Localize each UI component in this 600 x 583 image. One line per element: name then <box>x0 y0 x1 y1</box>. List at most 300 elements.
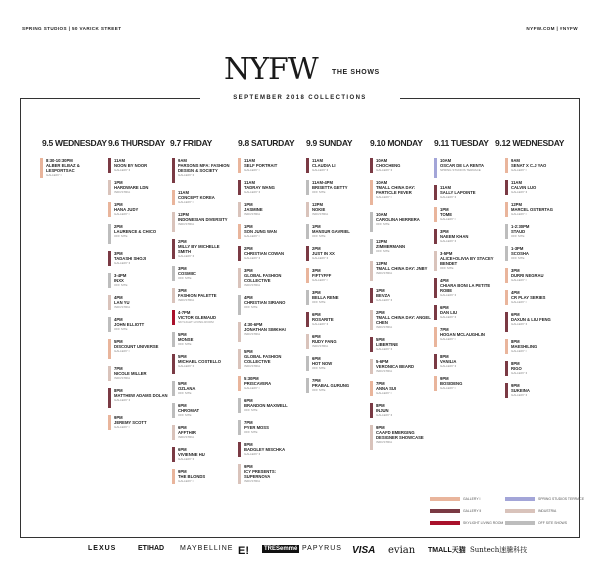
venue-color-bar <box>505 180 508 195</box>
event-time: 4PM <box>511 290 520 295</box>
venue-color-bar <box>505 361 508 376</box>
event-designer: CHIARA BONI LA PETITE ROBE <box>440 283 491 293</box>
event-venue: GALLERY II <box>511 190 528 194</box>
event-time: 1PM <box>376 288 385 293</box>
event-entry <box>108 180 170 196</box>
legend-swatch <box>505 497 535 501</box>
event-time: 12PM <box>312 202 323 207</box>
event-text <box>178 190 233 204</box>
event-text <box>440 327 495 341</box>
event-entry <box>306 180 368 196</box>
event-designer: DAN LIU <box>440 310 457 315</box>
event-entry <box>434 207 496 223</box>
event-text <box>440 158 495 172</box>
venue-color-bar <box>370 337 373 352</box>
legend-swatch <box>430 497 460 501</box>
event-entry <box>306 246 368 262</box>
event-designer: BELLA RENE <box>312 295 339 300</box>
event-designer: JEREMY SCOTT <box>114 420 147 425</box>
event-designer: PRABAL GURUNG <box>312 383 350 388</box>
event-text <box>312 180 367 194</box>
event-entry <box>172 447 234 463</box>
venue-color-bar <box>505 312 508 332</box>
event-venue: INDUSTRIA <box>114 305 131 309</box>
event-designer: CHRISTIAN COWAN <box>244 251 285 256</box>
event-entry <box>434 251 496 272</box>
venue-color-bar <box>238 420 241 435</box>
event-venue: GALLERY I <box>376 195 392 199</box>
event-entry <box>238 268 300 289</box>
event-designer: JUST IN XX <box>312 251 335 256</box>
event-entry <box>238 442 300 458</box>
event-text <box>376 381 431 395</box>
venue-color-bar <box>172 381 175 396</box>
event-designer: TMALL CHINA DAY: PARTICLE FEVER <box>376 185 416 195</box>
event-text <box>511 268 566 282</box>
event-venue: GALLERY I <box>312 278 328 282</box>
event-entry <box>172 469 234 485</box>
event-text <box>114 339 169 353</box>
venue-color-bar <box>434 305 437 320</box>
event-text <box>440 354 495 368</box>
venue-color-bar <box>306 246 309 261</box>
day-header: 9.6 THURSDAY <box>108 138 166 148</box>
event-text <box>114 273 169 287</box>
event-entry <box>370 403 432 419</box>
venue-color-bar <box>306 312 309 327</box>
event-time: 9PM <box>376 425 385 430</box>
event-text <box>244 295 299 309</box>
event-text <box>178 288 233 302</box>
event-text <box>244 268 299 287</box>
event-designer: MONSE <box>178 337 194 342</box>
event-time: 4PM <box>244 295 253 300</box>
event-entry <box>306 290 368 306</box>
sponsor-logo: TMALL天猫 <box>428 547 466 554</box>
event-venue: OFF SITE <box>244 408 258 412</box>
venue-color-bar <box>238 442 241 457</box>
frame-right-line <box>579 98 580 538</box>
event-venue: OFF SITE <box>178 391 192 395</box>
event-text <box>312 356 367 370</box>
event-text <box>178 310 233 324</box>
event-venue: OFF SITE <box>178 413 192 417</box>
event-entry <box>108 273 170 289</box>
sponsor-logo: VISA <box>352 545 376 556</box>
event-venue: INDUSTRIA <box>244 479 261 483</box>
event-designer: AFFTHIR <box>178 430 196 435</box>
venue-color-bar <box>370 261 373 281</box>
event-time: 7PM <box>244 420 253 425</box>
sponsor-logo: E! <box>238 545 249 557</box>
event-time: 8PM <box>440 354 449 359</box>
event-designer: CAAFD EMERGING DESIGNER SHOWCASE <box>376 430 424 440</box>
event-entry <box>434 305 496 321</box>
event-text <box>376 180 431 199</box>
event-time: 4:30-6PM <box>244 322 263 327</box>
event-venue: GALLERY I <box>440 386 456 390</box>
event-text <box>511 158 566 172</box>
event-time: 12PM <box>511 202 522 207</box>
venue-color-bar <box>238 376 241 391</box>
event-designer: NOON BY NOOR <box>114 163 148 168</box>
event-venue: GALLERY II <box>244 452 261 456</box>
event-text <box>376 310 431 329</box>
frame-bottom-line <box>20 537 580 538</box>
event-time: 5:30PM <box>244 376 259 381</box>
event-designer: DAXUN & LIU FENG <box>511 317 551 322</box>
event-text <box>376 158 431 172</box>
event-venue: GALLERY I <box>440 217 456 221</box>
event-time: 6PM <box>511 312 520 317</box>
event-venue: OFF SITE <box>376 249 390 253</box>
event-venue: GALLERY I <box>46 173 62 177</box>
event-designer: COSMIIC <box>178 271 196 276</box>
event-time: 8PM <box>511 339 520 344</box>
event-venue: INDUSTRIA <box>178 435 195 439</box>
venue-color-bar <box>238 398 241 413</box>
venue-color-bar <box>434 327 437 347</box>
event-text <box>178 212 233 226</box>
event-designer: MILLY BY MICHELLE SMITH <box>178 244 220 254</box>
event-venue: OFF SITE <box>312 234 326 238</box>
venue-color-bar <box>306 158 309 173</box>
event-designer: NAEEM KHAN <box>440 234 469 239</box>
event-venue: GALLERY II <box>440 364 457 368</box>
event-text <box>178 425 233 439</box>
event-designer: TADRAY WANG <box>244 185 275 190</box>
event-venue: INDUSTRIA <box>376 440 393 444</box>
event-designer: GLOBAL FASHION COLLECTIVE <box>244 273 282 283</box>
legend-swatch <box>505 509 535 513</box>
event-designer: TMALL CHINA DAY: ANGEL CHEN <box>376 315 431 325</box>
event-text <box>244 246 299 260</box>
event-text <box>244 158 299 172</box>
nyfw-logo <box>224 52 384 92</box>
venue-color-bar <box>370 288 373 303</box>
venue-color-bar <box>370 212 373 232</box>
event-venue: INDUSTRIA <box>312 212 329 216</box>
event-time: 8PM <box>244 442 253 447</box>
venue-color-bar <box>370 180 373 205</box>
event-entry <box>108 202 170 218</box>
event-time: 5PM <box>114 339 123 344</box>
event-text <box>511 312 566 326</box>
event-time: 7PM <box>114 366 123 371</box>
event-entry <box>434 229 496 245</box>
event-entry <box>172 212 234 233</box>
venue-color-bar <box>434 251 437 271</box>
event-entry <box>370 180 432 206</box>
event-time: 11AM <box>511 180 522 185</box>
event-entry <box>172 310 234 326</box>
event-text <box>376 425 431 444</box>
event-designer: VIVIENNE HU <box>178 452 205 457</box>
event-venue: GALLERY I <box>178 200 194 204</box>
event-venue: INDUSTRIA <box>244 283 261 287</box>
venue-color-bar <box>108 388 111 408</box>
event-time: 3PM <box>312 290 321 295</box>
event-venue: GALLERY II <box>244 256 261 260</box>
event-time: 9AM <box>178 158 187 163</box>
event-designer: VICTOR GLEMAUD <box>178 315 217 320</box>
event-designer: SCOSHA <box>511 251 529 256</box>
event-designer: MICHAEL COSTELLO <box>178 359 221 364</box>
event-text <box>244 464 299 483</box>
event-time: 5-6PM <box>376 359 389 364</box>
event-time: 12PM <box>376 261 387 266</box>
event-designer: MANSUR GAVRIEL <box>312 229 350 234</box>
venue-color-bar <box>370 403 373 418</box>
event-time: 11AM <box>178 190 189 195</box>
sponsor-logo: LEXUS <box>88 545 117 552</box>
venue-color-bar <box>370 359 373 374</box>
event-designer: CONCEPT KOREA <box>178 195 215 200</box>
event-designer: DISCOUNT UNIVERSE <box>114 344 159 349</box>
event-entry <box>306 312 368 328</box>
event-venue: GALLERY II <box>178 457 195 461</box>
event-time: 8PM <box>511 361 520 366</box>
event-time: 8:30-10:30PM <box>46 158 73 163</box>
venue-color-bar <box>108 224 111 244</box>
event-time: 12PM <box>376 239 387 244</box>
event-designer: BEVZA <box>376 293 391 298</box>
day-header: 9.11 TUESDAY <box>434 138 489 148</box>
event-designer: HARDWARE LDN <box>114 185 149 190</box>
event-text <box>376 337 431 351</box>
event-time: 9PM <box>440 376 449 381</box>
event-designer: GLOBAL FASHION COLLECTIVE <box>244 354 282 364</box>
venue-color-bar <box>306 356 309 371</box>
event-time: 1-2:30PM <box>511 224 530 229</box>
event-time: 1PM <box>440 207 449 212</box>
event-time: 11AM <box>312 158 323 163</box>
event-venue: OFF SITE <box>114 283 128 287</box>
event-designer: TADASHI SHOJI <box>114 256 147 261</box>
legend-label: INDUSTRIA <box>538 509 557 513</box>
venue-color-bar <box>238 224 241 239</box>
event-time: 6PM <box>178 425 187 430</box>
venue-color-bar <box>306 202 309 217</box>
event-entry <box>172 239 234 260</box>
event-entry <box>172 190 234 206</box>
event-text <box>440 229 495 243</box>
event-venue: INDUSTRIA <box>376 325 393 329</box>
event-venue: SPRING STUDIOS TERRACE <box>440 168 481 172</box>
event-entry <box>108 295 170 311</box>
event-designer: OSCAR DE LA RENTA <box>440 163 484 168</box>
event-venue: INDUSTRIA <box>244 212 261 216</box>
event-text <box>178 381 233 395</box>
event-time: 9PM <box>114 415 123 420</box>
event-entry <box>108 339 170 360</box>
event-venue: GALLERY II <box>312 322 329 326</box>
event-time: 6PM <box>312 356 321 361</box>
venue-color-bar <box>108 339 111 359</box>
event-text <box>114 180 169 194</box>
event-time: 5PM <box>244 349 253 354</box>
venue-color-bar <box>108 317 111 332</box>
venue-color-bar <box>172 425 175 440</box>
event-time: 5PM <box>178 332 187 337</box>
event-text <box>312 334 367 348</box>
logo-subtitle: THE SHOWS <box>332 69 380 76</box>
event-designer: INDONESIAN DIVERSITY <box>178 217 228 222</box>
event-venue: GALLERY II <box>312 256 329 260</box>
event-time: 1PM <box>114 202 123 207</box>
event-designer: BRISETTA GETTY <box>312 185 348 190</box>
event-time: 6PM <box>312 334 321 339</box>
event-text <box>376 359 431 373</box>
event-entry <box>505 224 567 240</box>
event-entry <box>306 356 368 372</box>
event-time: 3PM <box>178 288 187 293</box>
event-time: 11AM <box>440 185 451 190</box>
event-entry <box>370 212 432 233</box>
venue-color-bar <box>238 158 241 173</box>
venue-color-bar <box>370 158 373 173</box>
event-designer: CHROMAT <box>178 408 200 413</box>
event-entry <box>172 381 234 397</box>
event-text <box>511 361 566 375</box>
event-text <box>178 158 233 177</box>
event-entry <box>434 158 496 179</box>
event-venue: GALLERY I <box>114 212 130 216</box>
event-venue: GALLERY II <box>440 293 457 297</box>
venue-color-bar <box>306 180 309 195</box>
event-entry <box>108 224 170 245</box>
event-time: 3PM <box>114 251 123 256</box>
event-venue: SKYLIGHT LIVING ROOM <box>178 320 214 324</box>
event-designer: PARSONS MFA: FASHION DESIGN & SOCIETY <box>178 163 230 173</box>
day-header: 9.12 WEDNESDAY <box>495 138 565 148</box>
event-designer: TMALL CHINA DAY: JNBY <box>376 266 428 271</box>
event-designer: RUDY FANG <box>312 339 337 344</box>
event-entry <box>108 388 170 409</box>
event-text <box>244 322 299 336</box>
event-text <box>312 378 367 392</box>
event-time: 4-7PM <box>178 310 191 315</box>
event-entry <box>370 381 432 397</box>
event-venue: INDUSTRIA <box>178 222 195 226</box>
event-time: 2PM <box>376 310 385 315</box>
event-designer: PYER MOSS <box>244 425 269 430</box>
legend-label: SPRING STUDIOS TERRACE <box>538 497 585 501</box>
event-designer: BOSIDENG <box>440 381 463 386</box>
event-text <box>178 469 233 483</box>
venue-address: SPRING STUDIOS | 50 VARICK STREET <box>22 26 122 31</box>
venue-color-bar <box>172 469 175 484</box>
event-time: 7PM <box>376 381 385 386</box>
event-designer: OZLANA <box>178 386 196 391</box>
event-entry <box>370 288 432 304</box>
venue-color-bar <box>505 202 508 217</box>
event-text <box>376 288 431 302</box>
event-text <box>178 447 233 461</box>
venue-color-bar <box>505 268 508 283</box>
event-entry <box>306 202 368 218</box>
event-text <box>312 246 367 260</box>
event-text <box>178 354 233 368</box>
event-entry <box>172 425 234 441</box>
legend-swatch <box>505 521 535 525</box>
event-time: 9PM <box>511 383 520 388</box>
event-text <box>511 290 566 304</box>
event-designer: MAESHILING <box>511 344 538 349</box>
event-designer: RIGO <box>511 366 522 371</box>
event-entry <box>370 337 432 353</box>
event-designer: ROSARITE <box>312 317 334 322</box>
venue-color-bar <box>238 268 241 288</box>
event-text <box>511 246 566 260</box>
event-entry <box>238 376 300 392</box>
event-text <box>178 332 233 346</box>
event-entry <box>505 290 567 306</box>
event-text <box>114 224 169 238</box>
event-entry <box>370 239 432 255</box>
event-entry <box>370 425 432 451</box>
event-text <box>312 158 367 172</box>
event-designer: ANNA SUI <box>376 386 397 391</box>
event-entry <box>434 327 496 348</box>
event-venue: INDUSTRIA <box>114 376 131 380</box>
event-text <box>46 158 101 177</box>
event-text <box>244 180 299 194</box>
event-entry <box>434 185 496 201</box>
event-designer: DURRI NEGRAU <box>511 273 544 278</box>
event-entry <box>505 268 567 284</box>
event-entry <box>370 359 432 375</box>
venue-color-bar <box>108 415 111 430</box>
sponsor-logo: MAYBELLINE <box>180 545 234 552</box>
event-venue: GALLERY II <box>440 195 457 199</box>
event-entry <box>108 251 170 267</box>
legend-label: GALLERY I <box>463 497 481 501</box>
event-designer: NICOLE MILLER <box>114 371 147 376</box>
event-venue: OFF SITE <box>312 190 326 194</box>
sponsor-logo: Suntech速騰科技 <box>470 546 528 554</box>
event-venue: INDUSTRIA <box>244 332 261 336</box>
event-designer: CALVIN LUO <box>511 185 537 190</box>
event-entry <box>172 158 234 184</box>
event-venue: GALLERY I <box>511 300 527 304</box>
event-text <box>312 224 367 238</box>
event-venue: GALLERY I <box>244 168 260 172</box>
event-entry <box>238 180 300 196</box>
event-time: 1PM <box>114 180 123 185</box>
sponsor-logo: evian <box>388 545 416 556</box>
venue-color-bar <box>108 251 111 266</box>
event-venue: OFF SITE <box>178 342 192 346</box>
event-venue: OFF SITE <box>244 305 258 309</box>
event-time: 11AM <box>114 158 125 163</box>
event-entry <box>306 334 368 350</box>
event-designer: SELF PORTRAIT <box>244 163 278 168</box>
event-time: 5PM <box>178 354 187 359</box>
event-venue: GALLERY I <box>178 479 194 483</box>
legend-label: OFF SITE SHOWS <box>538 521 568 525</box>
event-designer: SUKEINA <box>511 388 530 393</box>
event-entry <box>238 158 300 174</box>
venue-color-bar <box>434 278 437 298</box>
event-time: 3PM <box>178 266 187 271</box>
sponsor-logo: ETIHAD <box>138 545 165 552</box>
venue-color-bar <box>238 246 241 261</box>
event-entry <box>434 376 496 392</box>
event-designer: MARCEL OSTERTAG <box>511 207 553 212</box>
event-text <box>312 202 367 216</box>
day-header: 9.9 SUNDAY <box>306 138 353 148</box>
